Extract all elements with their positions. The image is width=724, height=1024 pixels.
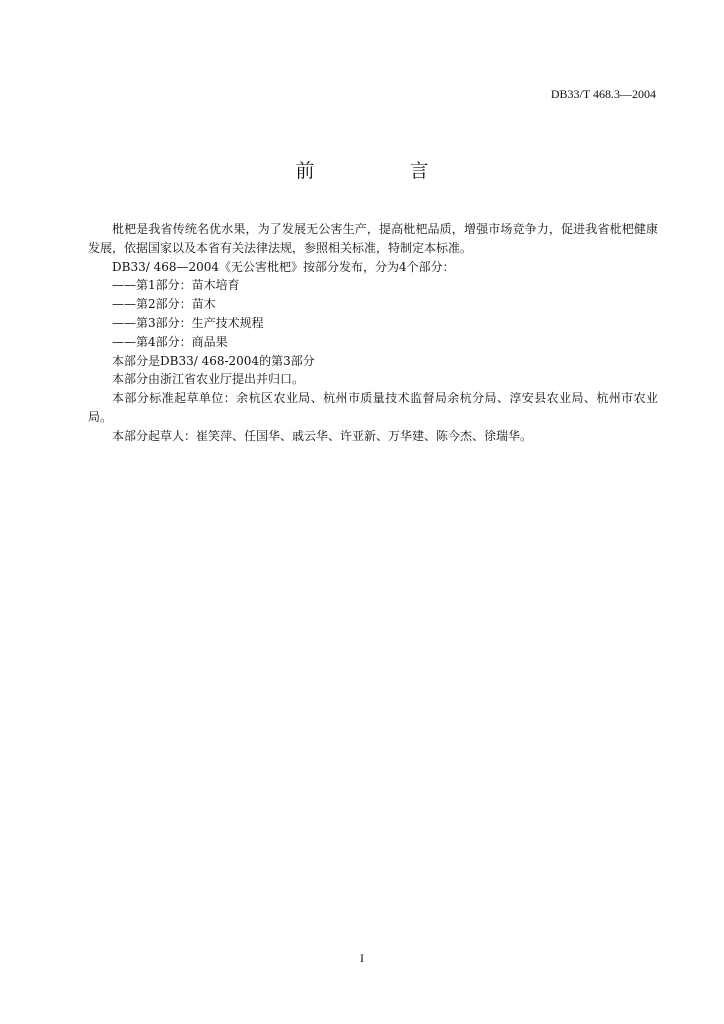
paragraph-parts-intro: DB33/ 468—2004《无公害枇杷》按部分发布，分为4个部分： <box>112 259 455 274</box>
list-item-part-4: ——第4部分：商品果 <box>112 334 228 349</box>
paragraph-drafters: 本部分起草人：崔笑萍、任国华、戚云华、许亚新、万华建、陈今杰、徐瑞华。 <box>112 428 533 443</box>
list-item-part-3: ——第3部分：生产技术规程 <box>112 315 264 330</box>
paragraph-drafting-units: 本部分标准起草单位：余杭区农业局、杭州市质量技术监督局余杭分局、淳安县农业局、杭州市农业局。 <box>88 391 658 424</box>
foreword-body <box>88 220 658 446</box>
page-number: I <box>360 951 364 965</box>
list-item-part-1: ——第1部分：苗木培育 <box>112 278 240 293</box>
paragraph-intro: 枇杷是我省传统名优水果，为了发展无公害生产，提高枇杷品质，增强市场竞争力，促进我省枇杷健康发展，依据国家以及本省有关法律法规，参照相关标准，特制定本标准。 <box>88 222 658 255</box>
list-item-part-2: ——第2部分：苗木 <box>112 297 216 312</box>
paragraph-this-part: 本部分是DB33/ 468-2004的第3部分 <box>112 353 315 368</box>
paragraph-proposer: 本部分由浙江省农业厅提出并归口。 <box>112 372 305 387</box>
standard-code: DB33/T 468.3—2004 <box>550 87 656 101</box>
page-title: 前 言 <box>295 160 467 182</box>
